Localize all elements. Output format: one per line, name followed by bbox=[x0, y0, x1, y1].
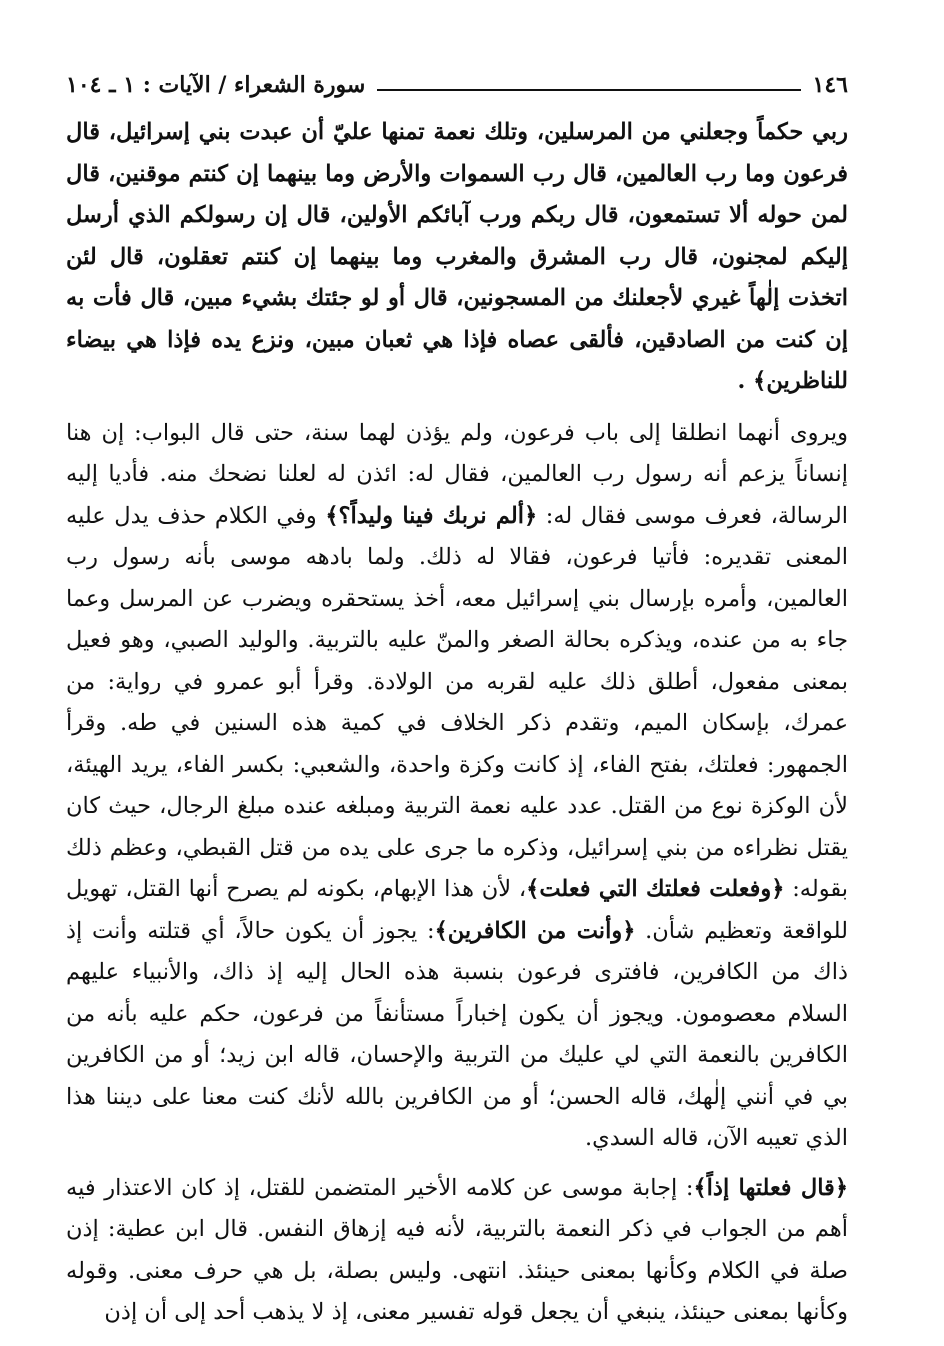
commentary-text: ويروى أنهما انطلقا إلى باب فرعون، ولم يؤذن لهما سنة، حتى قال البواب: إن هنا إنساناً يزعم أنه رسول رب العالمين، فقال له: ائذن له لعلنا نضحك منه. فأديا إليه الرسالة، فعرف موسى فقال له: bbox=[66, 419, 848, 529]
page-body bbox=[66, 112, 848, 1334]
commentary-text: : يجوز أن يكون حالاً، أي قتلته وأنت إذ ذاك من الكافرين، فافترى فرعون بنسبة هذه الحال إليه إذ ذاك، والأنبياء عليهم السلام معصومون. ويجوز أن يكون إخباراً مستأنفاً من فرعون، حكم عليه بأنه من الكافرين بالنعمة التي لي عليك من التربية والإحسان، قاله ابن زيد؛ أو من الكافرين بي في أنني إلٰهك، قاله الحسن؛ أو من الكافرين بالله لأنك كنت معنا على ديننا هذا الذي تعيبه الآن، قاله السدي. bbox=[66, 917, 848, 1151]
commentary-text: وفي الكلام حذف يدل عليه المعنى تقديره: فأتيا فرعون، فقالا له ذلك. ولما بادهه موسى بأنه رسول رب العالمين، وأمره بإرسال بني إسرائيل معه، أخذ يستحقره ويضرب عن المرسل وعما جاء به من عنده، ويذكره بحالة الصغر والمنّ عليه بالتربية. والوليد الصبي، وهو فعيل بمعنى مفعول، أطلق ذلك عليه لقربه من الولادة. وقرأ أبو عمرو في رواية: من عمرك، بإسكان الميم، وتقدم ذكر الخلاف في كمية هذه السنين في طه. وقرأ الجمهور: فعلتك، بفتح الفاء، إذ كانت وكزة واحدة، والشعبي: بكسر الفاء، يريد الهيئة، لأن الوكزة نوع من القتل. عدد عليه نعمة التربية ومبلغه عنده مبلغ الرجال، حيث كان يقتل نظراءه من بني إسرائيل، وذكره ما جرى على يده من قتل القبطي، وعظم ذلك بقوله: bbox=[66, 502, 848, 902]
commentary-paragraph bbox=[66, 413, 848, 1160]
header-rule bbox=[377, 89, 800, 91]
quran-quote: ﴿قال فعلتها إذاً﴾ bbox=[693, 1174, 848, 1201]
quran-quote: ﴿وأنت من الكافرين﴾ bbox=[434, 917, 636, 944]
page-number: ١٤٦ bbox=[812, 72, 848, 98]
running-title: سورة الشعراء / الآيات : ١ ـ ١٠٤ bbox=[66, 72, 366, 98]
page-header bbox=[66, 58, 848, 98]
commentary-paragraph bbox=[66, 1168, 848, 1334]
quran-quote: ﴿ألم نربك فينا وليداً؟﴾ bbox=[325, 502, 538, 529]
quran-quote: ﴿وفعلت فعلتك التي فعلت﴾ bbox=[526, 876, 785, 902]
verse-paragraph: ربي حكماً وجعلني من المرسلين، وتلك نعمة تمنها عليّ أن عبدت بني إسرائيل، قال فرعون وما رب العالمين، قال رب السموات والأرض وما بينهما إن كنتم موقنين، قال لمن حوله ألا تستمعون، قال ربكم ورب آبائكم الأولين، قال إن رسولكم الذي أرسل إليكم لمجنون، قال رب المشرق والمغرب وما بينهما إن كنتم تعقلون، قال لئن اتخذت إلٰهاً غيري لأجعلنك من المسجونين، قال أو لو جئتك بشيء مبين، قال فأت به إن كنت من الصادقين، فألقى عصاه فإذا هي ثعبان مبين، ونزع يده فإذا هي بيضاء للناظرين﴾ . bbox=[66, 119, 848, 394]
commentary-text: : إجابة موسى عن كلامه الأخير المتضمن للقتل، إذ كان الاعتذار فيه أهم من الجواب في ذكر النعمة بالتربية، لأنه فيه إزهاق النفس. قال ابن عطية: إذن صلة في الكلام وكأنها بمعنى حينئذ. انتهى. وليس بصلة، بل هي حرف معنى. وقوله وكأنها بمعنى حينئذ، ينبغي أن يجعل قوله تفسير معنى، إذ لا يذهب أحد إلى أن إذن bbox=[66, 1174, 848, 1325]
commentary-text: ، لأن هذا الإبهام، بكونه لم يصرح أنها القتل، تهويل للواقعة وتعظيم شأن. bbox=[66, 876, 848, 944]
